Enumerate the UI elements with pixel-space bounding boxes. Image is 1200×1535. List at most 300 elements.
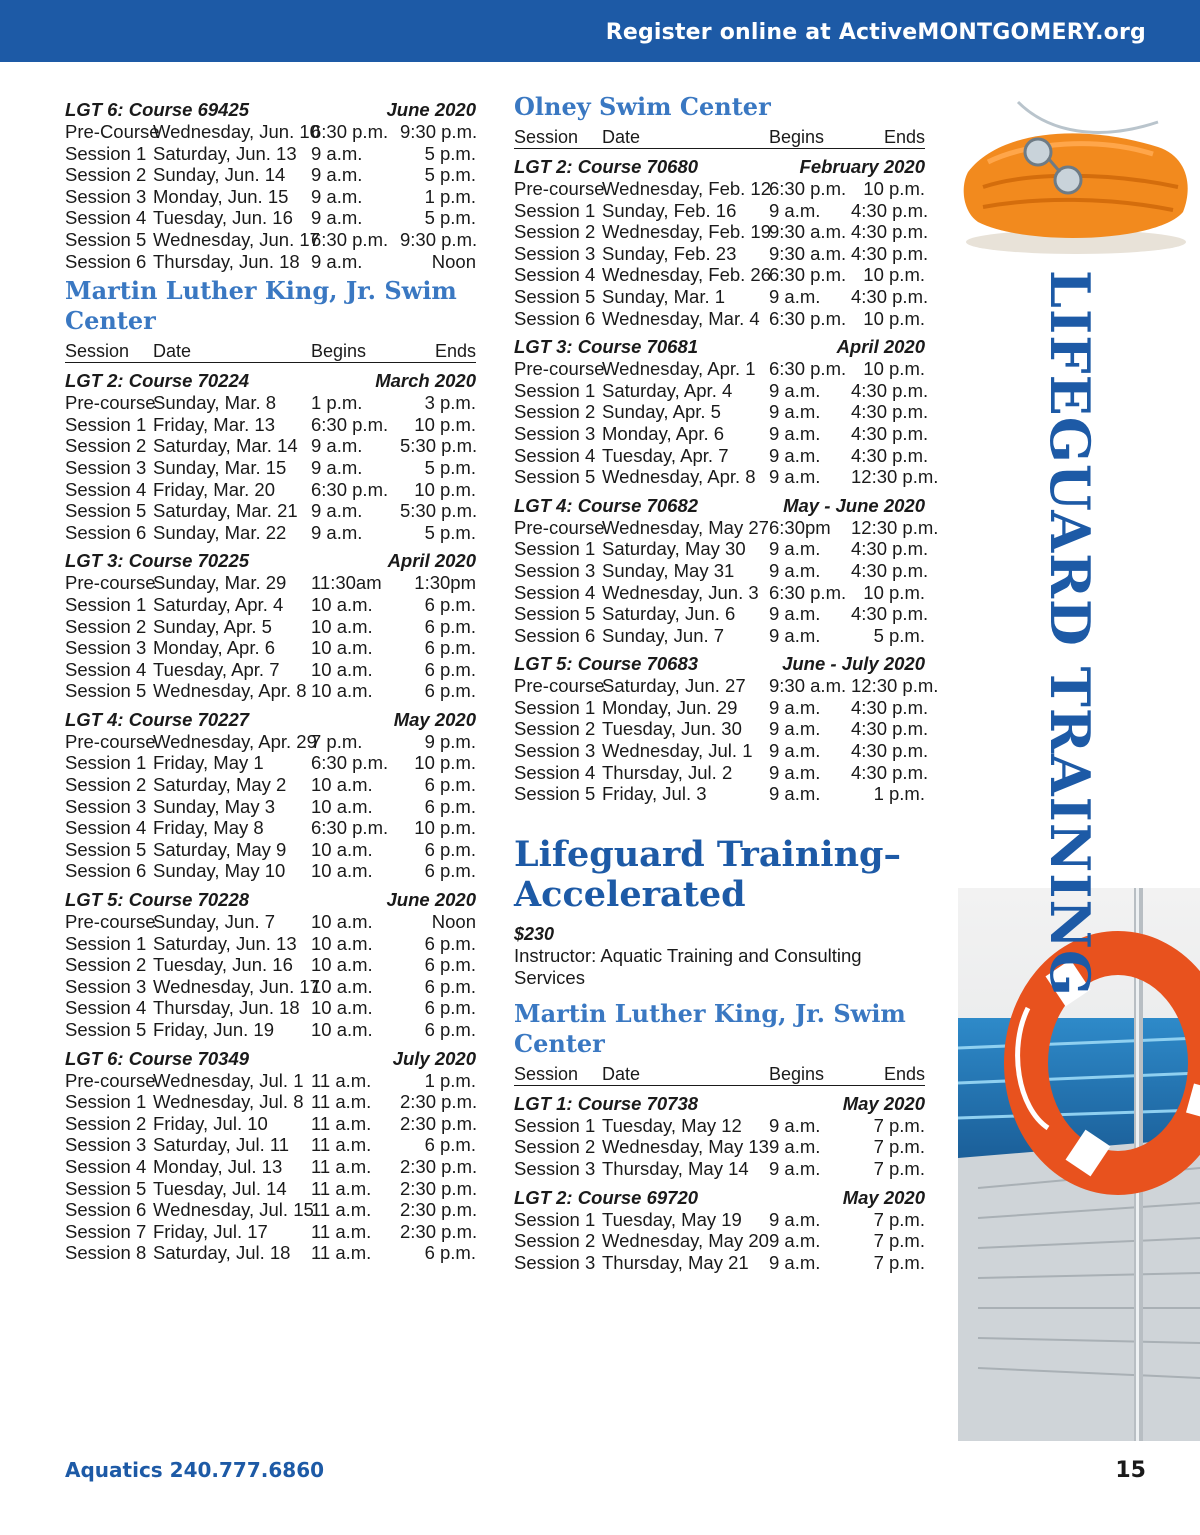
table-row	[65, 976, 476, 998]
table-row	[65, 997, 476, 1019]
begins-cell: 6:30 p.m.	[769, 358, 847, 380]
date-cell: Wednesday, Apr. 8	[602, 466, 756, 488]
session-cell: Session 4	[514, 581, 596, 603]
ends-cell: 2:30 p.m.	[400, 1220, 478, 1242]
table-row	[514, 264, 925, 286]
header-session: Session	[65, 341, 130, 362]
begins-cell: 9 a.m.	[311, 521, 363, 543]
begins-cell: 9 a.m.	[311, 142, 363, 164]
session-cell: Session 1	[514, 538, 596, 560]
table-row	[514, 761, 929, 784]
header-session: Session	[514, 127, 579, 147]
course-block	[65, 888, 476, 1041]
ends-cell: 6 p.m.	[424, 975, 476, 997]
course-block	[514, 335, 939, 488]
date-cell: Wednesday, Jun. 10	[153, 121, 320, 142]
date-cell: Saturday, Jun. 27	[602, 675, 746, 697]
header-begins: Begins	[769, 127, 825, 147]
date-cell: Saturday, May 2	[153, 774, 287, 796]
ends-cell: 10 p.m.	[414, 817, 476, 839]
begins-cell: 9 a.m.	[769, 422, 821, 444]
begins-cell: 9 a.m.	[769, 538, 821, 560]
session-cell: Pre-Course	[65, 121, 160, 142]
date-cell: Thursday, May 14	[602, 1158, 749, 1180]
ends-cell: 6 p.m.	[424, 593, 476, 615]
date-cell: Wednesday, Jun. 3	[602, 581, 759, 603]
course-period: April 2020	[836, 336, 925, 358]
ends-cell: 4:30 p.m.	[851, 221, 929, 243]
session-cell: Session 4	[514, 264, 596, 286]
session-cell: Session 5	[65, 228, 147, 250]
table-row	[65, 933, 476, 955]
begins-cell: 11:30am	[311, 572, 382, 594]
session-cell: Session 1	[514, 1208, 596, 1230]
course-block	[65, 708, 476, 882]
ends-cell: 4:30 p.m.	[851, 603, 929, 625]
begins-cell: 6:30 p.m.	[769, 178, 847, 199]
course-title: LGT 4: Course 70227	[65, 708, 250, 730]
table-row	[514, 199, 929, 222]
table-row	[514, 740, 929, 762]
begins-cell: 9 a.m.	[769, 1230, 821, 1252]
begins-cell: 11 a.m.	[311, 1134, 372, 1156]
course-period: June - July 2020	[782, 653, 925, 675]
table-row	[514, 444, 929, 467]
table-row	[65, 500, 476, 522]
session-cell: Pre-course	[514, 516, 605, 538]
session-cell: Session 2	[65, 774, 147, 796]
course-block	[65, 549, 476, 702]
date-cell: Saturday, Jul. 18	[153, 1242, 291, 1264]
session-cell: Pre-course	[65, 730, 156, 752]
table-row	[65, 1242, 476, 1264]
ends-cell: 4:30 p.m.	[851, 444, 929, 466]
begins-cell: 9 a.m.	[769, 559, 821, 581]
table-row	[65, 143, 476, 165]
session-cell: Session 2	[514, 221, 596, 243]
towel-and-goggles-photo	[958, 92, 1200, 262]
begins-cell: 10 a.m.	[311, 838, 373, 860]
begins-cell: 6:30 p.m.	[311, 478, 389, 500]
session-cell: Session 6	[514, 624, 596, 646]
table-row	[514, 401, 929, 423]
session-cell: Session 2	[514, 1230, 596, 1252]
begins-cell: 9 a.m.	[769, 199, 821, 221]
course-period: May - June 2020	[783, 494, 925, 516]
session-cell: Session 5	[514, 285, 596, 307]
table-row	[514, 1115, 925, 1137]
table-row	[65, 414, 476, 436]
date-cell: Sunday, Mar. 22	[153, 521, 287, 543]
date-cell: Tuesday, Jun. 30	[602, 718, 742, 740]
course-period: June 2020	[386, 99, 476, 120]
ends-cell: 12:30 p.m.	[851, 516, 939, 538]
date-cell: Wednesday, May 27	[602, 516, 769, 538]
table-row	[514, 538, 929, 560]
session-cell: Session 4	[65, 478, 147, 500]
table-row	[65, 796, 476, 818]
begins-cell: 1 p.m.	[311, 392, 363, 414]
date-cell: Friday, Jul. 17	[153, 1220, 268, 1242]
begins-cell: 10 a.m.	[311, 774, 373, 796]
begins-cell: 9 a.m.	[769, 1136, 821, 1158]
date-cell: Saturday, May 30	[602, 538, 746, 560]
table-row	[514, 603, 929, 625]
ends-cell: 6 p.m.	[424, 1134, 476, 1156]
begins-cell: 10 a.m.	[311, 932, 373, 954]
table-row	[514, 379, 929, 402]
begins-cell: 9 a.m.	[769, 466, 821, 488]
date-cell: Tuesday, Jul. 14	[153, 1177, 287, 1199]
session-cell: Session 5	[65, 1019, 147, 1040]
venue-heading-mlk-accelerated: Martin Luther King, Jr. Swim Center	[514, 998, 906, 1058]
session-cell: Session 5	[65, 500, 147, 522]
date-cell: Wednesday, Feb. 19	[602, 221, 772, 243]
begins-cell: 6:30 p.m.	[769, 264, 847, 286]
session-cell: Pre-course	[65, 1069, 156, 1091]
date-cell: Wednesday, Feb. 12	[602, 178, 772, 199]
venue-heading-mlk: Martin Luther King, Jr. Swim Center	[65, 276, 457, 336]
date-cell: Thursday, Jun. 18	[153, 250, 300, 272]
date-cell: Wednesday, Feb. 26	[602, 264, 772, 286]
begins-cell: 6:30pm	[769, 516, 831, 538]
course-block	[514, 494, 939, 647]
ends-cell: 6 p.m.	[424, 1019, 476, 1040]
date-cell: Tuesday, Jun. 16	[153, 207, 293, 229]
begins-cell: 10 a.m.	[311, 975, 373, 997]
date-cell: Sunday, Jun. 7	[602, 624, 725, 646]
date-cell: Tuesday, May 12	[602, 1114, 742, 1136]
ends-cell: 4:30 p.m.	[851, 718, 929, 740]
session-cell: Pre-course	[65, 392, 156, 414]
begins-cell: 11 a.m.	[311, 1177, 372, 1199]
date-cell: Friday, May 8	[153, 817, 264, 839]
date-cell: Monday, Jun. 29	[602, 696, 738, 718]
begins-cell: 9:30 a.m.	[769, 675, 847, 697]
session-cell: Session 2	[65, 615, 147, 637]
date-cell: Saturday, Mar. 14	[153, 435, 298, 457]
session-cell: Pre-course	[514, 358, 605, 380]
date-cell: Saturday, Apr. 4	[602, 379, 733, 401]
date-cell: Saturday, Apr. 4	[153, 593, 284, 615]
session-cell: Session 1	[65, 932, 147, 954]
table-row	[65, 1019, 476, 1041]
table-row	[65, 435, 476, 457]
table-row	[65, 1113, 476, 1135]
date-cell: Friday, Mar. 13	[153, 413, 276, 435]
date-cell: Saturday, Jun. 13	[153, 932, 297, 954]
begins-cell: 9 a.m.	[769, 285, 821, 307]
course-title: LGT 5: Course 70228	[65, 889, 250, 911]
session-cell: Session 1	[514, 379, 596, 401]
course-title: LGT 5: Course 70683	[514, 653, 699, 675]
course-block	[514, 1092, 925, 1180]
date-cell: Monday, Apr. 6	[153, 637, 276, 659]
session-cell: Pre-course	[514, 178, 605, 199]
begins-cell: 9 a.m.	[769, 1208, 821, 1230]
date-cell: Sunday, Mar. 29	[153, 572, 287, 594]
date-cell: Wednesday, Jun. 17	[153, 228, 320, 250]
table-row	[514, 559, 929, 582]
session-cell: Session 2	[65, 164, 147, 186]
table-row	[514, 178, 925, 200]
left-column	[65, 92, 476, 1264]
begins-cell: 10 a.m.	[311, 680, 373, 702]
ends-cell: 9:30 p.m.	[400, 228, 478, 250]
ends-cell: 6 p.m.	[424, 615, 476, 637]
ends-cell: 10 p.m.	[863, 178, 925, 199]
session-cell: Session 2	[514, 718, 596, 740]
ends-cell: 7 p.m.	[873, 1251, 925, 1273]
table-row	[514, 783, 925, 805]
course-title: LGT 6: Course 70349	[65, 1047, 250, 1069]
course-title-row	[514, 1092, 925, 1115]
ends-cell: 1:30pm	[414, 572, 476, 594]
session-cell: Session 4	[514, 444, 596, 466]
ends-cell: 5 p.m.	[424, 207, 476, 229]
course-title: LGT 2: Course 70224	[65, 370, 250, 392]
date-cell: Wednesday, Jul. 1	[602, 740, 753, 762]
price: $230	[514, 923, 555, 944]
ends-cell: 6 p.m.	[424, 658, 476, 680]
begins-cell: 10 a.m.	[311, 637, 373, 659]
begins-cell: 9 a.m.	[311, 207, 363, 229]
course-period: March 2020	[375, 370, 476, 392]
course-block	[514, 652, 939, 805]
course-block	[514, 155, 929, 329]
session-cell: Session 3	[65, 1134, 147, 1156]
header-date: Date	[602, 1063, 641, 1084]
course-title: LGT 2: Course 70680	[514, 156, 699, 177]
schedule-table-header	[65, 340, 476, 363]
begins-cell: 6:30 p.m.	[769, 581, 847, 603]
begins-cell: 11 a.m.	[311, 1155, 372, 1177]
course-title-row	[514, 1186, 925, 1209]
date-cell: Sunday, Mar. 15	[153, 456, 287, 478]
begins-cell: 9 a.m.	[311, 250, 363, 272]
date-cell: Sunday, Jun. 14	[153, 164, 286, 186]
course-title-row	[65, 1047, 476, 1070]
course-period: February 2020	[799, 156, 925, 177]
ends-cell: 4:30 p.m.	[851, 761, 929, 783]
table-row	[514, 1209, 925, 1231]
session-cell: Session 1	[65, 413, 147, 435]
begins-cell: 9 a.m.	[769, 603, 821, 625]
begins-cell: 11 a.m.	[311, 1112, 372, 1134]
course-period: May 2020	[842, 1092, 925, 1114]
ends-cell: 6 p.m.	[424, 1242, 476, 1264]
course-title-row	[514, 494, 925, 517]
ends-cell: 7 p.m.	[873, 1136, 925, 1158]
begins-cell: 10 a.m.	[311, 1019, 373, 1040]
header-ends: Ends	[883, 127, 925, 147]
ends-cell: 10 p.m.	[414, 752, 476, 774]
begins-cell: 11 a.m.	[311, 1242, 372, 1264]
session-cell: Session 1	[65, 1091, 147, 1113]
date-cell: Wednesday, May 13	[602, 1136, 769, 1158]
ends-cell: 4:30 p.m.	[851, 740, 929, 762]
header-ends: Ends	[883, 1063, 925, 1084]
course-title-row	[65, 369, 476, 392]
date-cell: Sunday, Apr. 5	[153, 615, 272, 637]
date-cell: Friday, Jul. 3	[602, 783, 707, 805]
table-row	[514, 422, 929, 445]
instructor-text: Instructor: Aquatic Training and Consulting Services	[514, 944, 862, 988]
begins-cell: 6:30 p.m.	[769, 307, 847, 329]
date-cell: Saturday, Jul. 11	[153, 1134, 290, 1156]
date-cell: Friday, Jul. 10	[153, 1112, 268, 1134]
schedule-table-header	[514, 1063, 925, 1086]
table-row	[65, 251, 476, 273]
ends-cell: 6 p.m.	[424, 795, 476, 817]
session-cell: Session 4	[65, 817, 147, 839]
begins-cell: 9 a.m.	[769, 1158, 821, 1180]
session-cell: Session 1	[65, 142, 147, 164]
session-cell: Session 8	[65, 1242, 147, 1264]
table-row	[65, 229, 476, 251]
session-cell: Session 1	[514, 696, 596, 718]
course-title: LGT 6: Course 69425	[65, 99, 250, 120]
begins-cell: 9 a.m.	[769, 718, 821, 740]
session-cell: Session 2	[65, 954, 147, 976]
middle-column	[514, 92, 939, 1273]
course-period: June 2020	[386, 889, 476, 911]
session-cell: Session 2	[65, 1112, 147, 1134]
ends-cell: 7 p.m.	[873, 1230, 925, 1252]
begins-cell: 9 a.m.	[769, 444, 821, 466]
date-cell: Sunday, Feb. 16	[602, 199, 737, 221]
table-row	[65, 392, 476, 414]
date-cell: Sunday, Mar. 1	[602, 285, 726, 307]
begins-cell: 9 a.m.	[769, 401, 821, 423]
ends-cell: 12:30 p.m.	[851, 466, 939, 488]
date-cell: Sunday, May 3	[153, 795, 276, 817]
session-cell: Session 1	[65, 593, 147, 615]
ends-cell: 10 p.m.	[863, 358, 925, 380]
ends-cell: 1 p.m.	[873, 783, 925, 805]
ends-cell: 5:30 p.m.	[400, 435, 478, 457]
ends-cell: 5 p.m.	[424, 164, 476, 186]
date-cell: Wednesday, Jul. 8	[153, 1091, 304, 1113]
date-cell: Friday, Jun. 19	[153, 1019, 274, 1040]
session-cell: Session 3	[65, 185, 147, 207]
table-row	[514, 625, 925, 647]
session-cell: Session 5	[514, 783, 596, 805]
begins-cell: 9 a.m.	[769, 783, 821, 805]
ends-cell: Noon	[431, 250, 476, 272]
begins-cell: 10 a.m.	[311, 615, 373, 637]
schedule-table-header	[514, 126, 925, 149]
course-title-row	[514, 652, 925, 675]
date-cell: Wednesday, Apr. 29	[153, 730, 317, 752]
section-title-vertical: LIFEGUARD TRAINING	[1038, 270, 1102, 997]
date-cell: Friday, May 1	[153, 752, 264, 774]
ends-cell: 4:30 p.m.	[851, 559, 929, 581]
session-cell: Session 2	[514, 401, 596, 423]
course-title-row	[65, 708, 476, 731]
header-ends: Ends	[434, 341, 476, 362]
course-title: LGT 3: Course 70681	[514, 336, 699, 358]
date-cell: Tuesday, Apr. 7	[153, 658, 280, 680]
session-cell: Session 3	[65, 637, 147, 659]
table-row	[514, 1230, 925, 1252]
ends-cell: 5 p.m.	[424, 142, 476, 164]
session-cell: Session 3	[65, 456, 147, 478]
ends-cell: 6 p.m.	[424, 932, 476, 954]
table-row	[514, 718, 929, 740]
ends-cell: 10 p.m.	[863, 307, 925, 329]
date-cell: Saturday, Jun. 13	[153, 142, 297, 164]
date-cell: Thursday, May 21	[602, 1251, 749, 1273]
session-cell: Pre-course	[514, 675, 605, 697]
session-cell: Session 6	[514, 307, 596, 329]
ends-cell: 9:30 p.m.	[400, 121, 478, 142]
begins-cell: 10 a.m.	[311, 860, 373, 882]
course-period: May 2020	[842, 1186, 925, 1208]
begins-cell: 9 a.m.	[311, 185, 363, 207]
ends-cell: 4:30 p.m.	[851, 199, 929, 221]
session-cell: Session 1	[65, 752, 147, 774]
begins-cell: 9 a.m.	[311, 500, 363, 522]
date-cell: Monday, Jun. 15	[153, 185, 289, 207]
table-row	[514, 675, 939, 697]
course-period: May 2020	[393, 708, 476, 730]
session-cell: Session 1	[514, 199, 596, 221]
table-row	[65, 1070, 476, 1092]
ends-cell: 4:30 p.m.	[851, 285, 929, 307]
ends-cell: 7 p.m.	[873, 1114, 925, 1136]
header-begins: Begins	[769, 1063, 825, 1084]
course-title-row	[514, 155, 925, 178]
session-cell: Session 2	[514, 1136, 596, 1158]
top-banner	[0, 0, 1200, 62]
ends-cell: 5 p.m.	[424, 521, 476, 543]
begins-cell: 10 a.m.	[311, 658, 373, 680]
ends-cell: 5 p.m.	[873, 624, 925, 646]
ends-cell: 2:30 p.m.	[400, 1177, 478, 1199]
ends-cell: 7 p.m.	[873, 1208, 925, 1230]
ends-cell: 3 p.m.	[424, 392, 476, 414]
ends-cell: 6 p.m.	[424, 774, 476, 796]
begins-cell: 6:30 p.m.	[311, 752, 389, 774]
course-block	[514, 1186, 925, 1274]
date-cell: Thursday, Jun. 18	[153, 997, 300, 1019]
session-cell: Session 4	[65, 207, 147, 229]
ends-cell: 2:30 p.m.	[400, 1091, 478, 1113]
begins-cell: 9:30 a.m.	[769, 242, 847, 264]
table-row	[65, 680, 476, 702]
session-cell: Session 3	[514, 242, 596, 264]
course-title: LGT 2: Course 69720	[514, 1186, 699, 1208]
table-row	[65, 911, 476, 933]
date-cell: Wednesday, Apr. 1	[602, 358, 756, 380]
table-row	[65, 594, 476, 616]
date-cell: Saturday, May 9	[153, 838, 287, 860]
course-title-row	[65, 549, 476, 572]
begins-cell: 6:30 p.m.	[311, 817, 389, 839]
ends-cell: 10 p.m.	[414, 413, 476, 435]
ends-cell: 4:30 p.m.	[851, 401, 929, 423]
table-row	[65, 522, 476, 544]
header-begins: Begins	[311, 341, 367, 362]
table-row	[514, 466, 939, 488]
begins-cell: 9 a.m.	[769, 761, 821, 783]
ends-cell: 10 p.m.	[863, 264, 925, 286]
date-cell: Tuesday, Jun. 16	[153, 954, 293, 976]
begins-cell: 11 a.m.	[311, 1091, 372, 1113]
begins-cell: 10 a.m.	[311, 954, 373, 976]
ends-cell: 7 p.m.	[873, 1158, 925, 1180]
